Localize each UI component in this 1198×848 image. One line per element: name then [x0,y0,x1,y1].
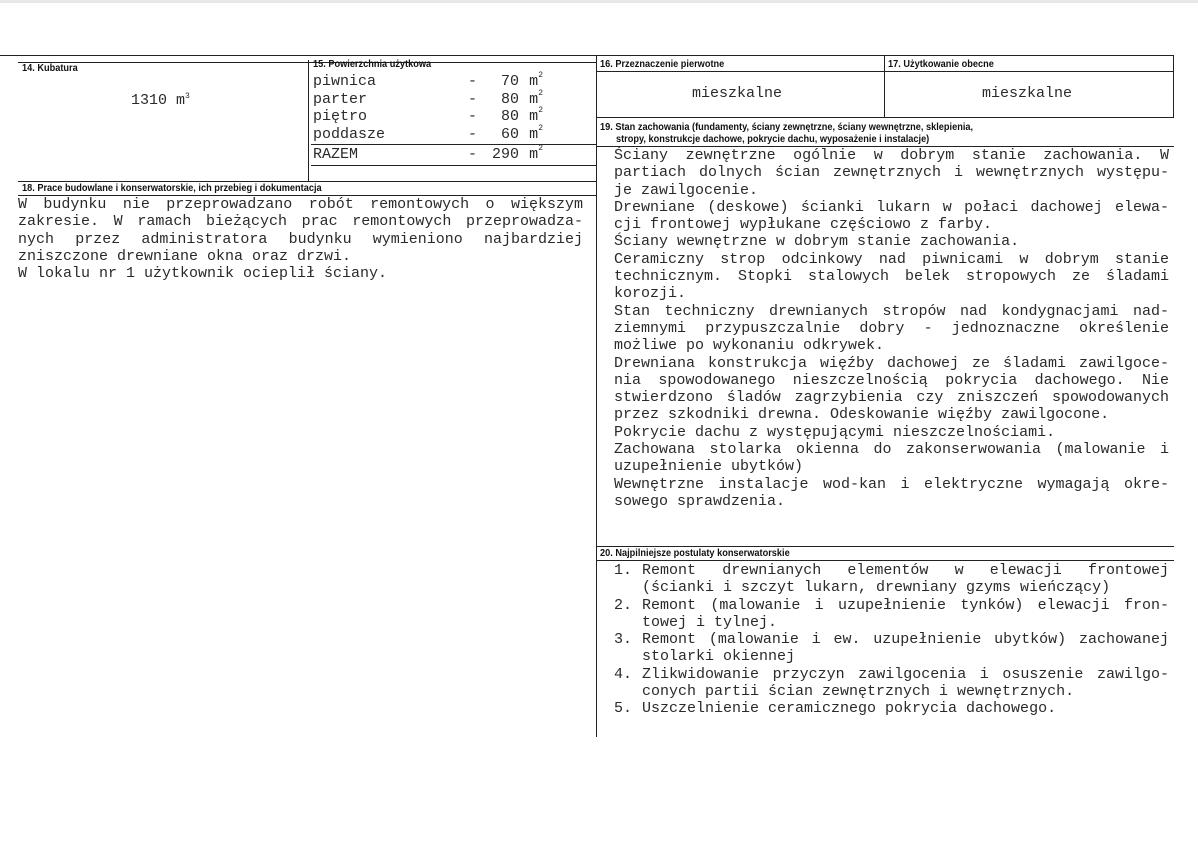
rule-18-top [18,181,596,182]
area-row-name: piwnica [313,73,377,90]
field-16-label: 16. Przeznaczenie pierwotne [600,59,725,70]
area-total-name: RAZEM [313,146,359,163]
text-line: możliwe po wykonaniu odkrywek. [614,337,885,355]
text-line: ziemnymi przypuszczalnie dobry - jednoznaczne określenie [614,319,1169,337]
field-20-label: 20. Najpilniejsze postulaty konserwatorskie [600,548,790,559]
area-row [313,73,543,90]
field-15-label: 15. Powierzchnia użytkowa [313,59,432,70]
text-line: Ceramiczny strop odcinkowy nad piwnicami w dobrym stanie [614,250,1169,268]
form-top-rule [0,55,1174,56]
postulate-number: 3. [614,631,633,649]
text-line: stwierdzono śladów zagrzybienia czy zniszczeń spowodowanych [614,389,1169,407]
field-14-label: 14. Kubatura [22,63,78,74]
divider-14-15 [308,60,309,182]
text-line: Zlikwidowanie przyczyn zawilgocenia i osuszenie zawilgo- [642,665,1169,683]
kubatura-unit-sup: 3 [185,92,190,101]
text-line: (ścianki i szczyt lukarn, drewniany gzyms wieńczący) [642,579,1111,597]
area-row [313,108,543,125]
text-line: conych partii ścian zewnętrznych i wewnętrznych. [642,683,1075,701]
divider-center [596,55,597,737]
text-line: towej i tylnej. [642,613,778,631]
area-row-unit-sup: 2 [538,88,543,98]
area-row-unit-m: m [529,108,539,125]
original-purpose-value: mieszkalne [692,85,783,102]
area-row-unit-m: m [529,90,539,108]
text-line: stolarki okiennej [642,648,796,666]
rule-20-label [596,560,1174,561]
area-total-row [313,146,543,163]
postulate-number: 1. [614,562,633,579]
area-row-value: 60 [500,125,519,143]
area-row-name: parter [313,90,368,108]
text-line: Ściany zewnętrzne ogólnie w dobrym stanie zachowania. W [614,147,1169,164]
area-row-dash: - [468,90,478,108]
area-total-unit-m: m [529,146,539,163]
text-line: Wewnętrzne instalacje wod-kan i elektryczne wymagają okre- [614,475,1169,493]
area-total-dash: - [468,146,478,163]
area-row-dash: - [468,73,478,90]
right-edge [1173,55,1174,117]
area-row-dash: - [468,108,478,125]
area-row-name: poddasze [313,125,386,143]
postulate-number: 5. [614,700,633,718]
postulate-item [614,562,1169,597]
area-total-value: 290 [491,146,519,163]
area-row-unit [529,88,543,108]
postulate-item [614,597,1169,632]
text-line: Zachowana stolarka okienna do zakonserwowania (malowanie i [614,441,1169,459]
text-line: partiach dolnych ścian zewnętrznych i wewnętrznych występu- [614,164,1169,182]
area-row-value: 80 [500,90,519,108]
text-line: Remont (malowanie i uzupełnienie tynków) elewacji fron- [642,596,1169,614]
area-total-unit-sup: 2 [538,144,543,153]
postulate-item [614,631,1169,666]
field-19-label-line1: 19. Stan zachowania (fundamenty, ściany zewnętrzne, ściany wewnętrzne, sklepienia, [600,122,974,133]
field-19-label-line2: stropy, konstrukcje dachowe, pokrycie dachu, wyposażenie i instalacje) [616,134,930,145]
text-line: Drewniana konstrukcja więźby dachowej ze śladami zawilgoce- [614,354,1169,372]
postulate-text [642,631,1169,666]
area-row-value: 70 [500,73,519,90]
area-row-unit [529,108,543,125]
text-line: nych przez administratora budynku wymieniono najbardziej [18,230,583,248]
text-line: technicznym. Stopki stalowych belek stropowych ze śladami [614,268,1169,286]
postulate-number: 4. [614,665,633,683]
area-row-unit-sup: 2 [538,106,543,115]
text-line: sowego sprawdzenia. [614,492,786,510]
area-row-unit [529,73,543,90]
text-line: cji frontowej wypłukane częściowo z farby. [614,216,993,234]
field-17-label: 17. Użytkowanie obecne [888,59,994,70]
text-line: przez szkodniki drewna. Odeskowanie więźby zawilgocone. [614,406,1110,424]
current-use-value: mieszkalne [982,85,1073,102]
divider-16-17 [884,55,885,117]
postulate-number: 2. [614,596,633,614]
area-row [313,123,543,143]
postulate-text [642,700,1169,717]
postulate-text [642,597,1169,632]
scan-edge [0,0,1198,3]
text-line: Remont (malowanie i ew. uzupełnienie ubytków) zachowanej [642,631,1169,649]
condition-text [614,147,1169,510]
kubatura-value [131,92,190,109]
area-total-unit [529,146,543,163]
area-row-unit-sup: 2 [538,123,543,133]
text-line: Uszczelnienie ceramicznego pokrycia dachowego. [642,700,1057,718]
construction-works-text [18,196,583,282]
text-line: Pokrycie dachu z występującymi nieszczelnościami. [614,423,1056,441]
text-line: Drewniane (deskowe) ścianki lukarn w połaci dachowej elewa- [614,198,1169,216]
header-divider-left [18,62,596,63]
area-row-dash: - [468,125,478,143]
text-line: zniszczone drewniane okna oraz drzwi. [18,247,352,265]
text-line: Stan techniczny drewnianych stropów nad kondygnacjami nad- [614,302,1169,320]
text-line: zakresie. W ramach bieżących prac remontowych przeprowadza- [18,213,583,231]
rule-area-bottom [311,165,596,166]
text-line: korozji. [614,285,687,303]
header-divider-right [596,71,1174,72]
area-row [313,88,543,108]
text-line: W lokalu nr 1 użytkownik ocieplił ściany. [18,265,388,283]
text-line: Remont drewnianych elementów w elewacji frontowej [642,562,1169,579]
area-row-unit-m: m [529,125,539,143]
conservation-postulates-list [614,562,1169,718]
postulate-item [614,666,1169,701]
postulate-text [642,562,1169,597]
field-18-label: 18. Prace budowlane i konserwatorskie, ich przebieg i dokumentacja [22,183,322,194]
rule-area-total [311,144,596,145]
rule-20-top [596,546,1174,547]
area-row-unit [529,123,543,143]
text-line: nia spowodowanego nieszczelnością pokrycia dachowego. Nie [614,371,1169,389]
kubatura-number: 1310 m [131,92,186,109]
area-row-value: 80 [500,108,519,125]
text-line: W budynku nie przeprowadzano robót remontowych o większym [18,196,583,213]
area-row-name: piętro [313,108,368,125]
text-line: uzupełnienie ubytków) [614,458,804,476]
text-line: je zawilgocenie. [614,181,759,199]
rule-16-17-bottom [596,117,1174,118]
text-line: Ściany wewnętrzne w dobrym stanie zachowania. [614,233,1020,251]
area-row-unit-m: m [529,73,539,90]
postulate-item [614,700,1169,717]
area-row-unit-sup: 2 [538,71,543,80]
postulate-text [642,666,1169,701]
